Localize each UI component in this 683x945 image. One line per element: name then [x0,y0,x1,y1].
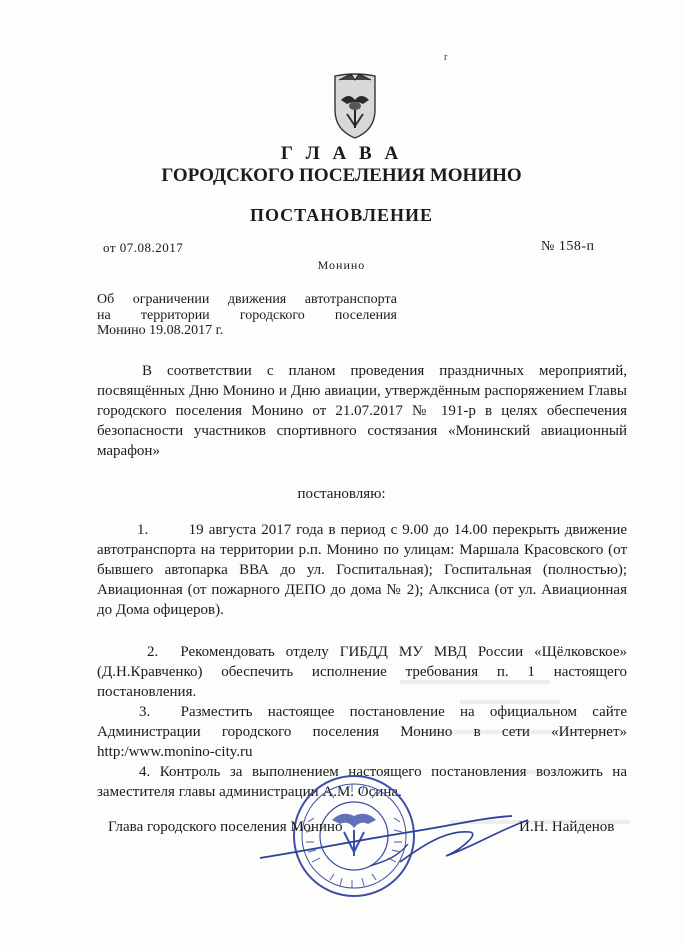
point-3: 3. Разместить настоящее постановление на официальном сайте Администрации городского поселения Монино в сети «Интернет» http:/www.monino-city.ru [97,704,627,760]
coat-of-arms-icon [327,70,383,140]
document-place: Монино [317,258,366,272]
handwritten-signature [250,800,550,880]
document-type: ПОСТАНОВЛЕНИЕ [249,205,434,225]
corner-mark: r [444,52,448,63]
subject-line-1: Об ограничении движения автотранспорта [97,292,397,307]
point-2: 2. Рекомендовать отделу ГИБДД МУ МВД России «Щёлковское» (Д.Н.Кравченко) обеспечить исполнение требования п. 1 настоящего постановления. [97,644,627,700]
subject-line-3: Монино 19.08.2017 г. [97,323,224,338]
point-4: 4. Контроль за выполнением настоящего постановления возложить на заместителя главы администрации А.М. Осина. [97,764,627,800]
subject-line-2: на территории городского поселения [97,307,397,323]
decree-word: постановляю: [297,486,386,502]
signature-title: Глава городского поселения Монино [108,819,343,835]
title-line-1: Г Л А В А [280,143,403,164]
preamble-paragraph: В соответствии с планом проведения праздничных мероприятий, посвящённых Дню Монино и Дню авиации, утверждённым распоряжением Главы городского поселения Монино от 21.07.2017 № 191-р в целях обеспечения безопасности участников спортивного состязания «Монинский авиационный марафон» [97,363,627,459]
title-line-2: ГОРОДСКОГО ПОСЕЛЕНИЯ МОНИНО [161,165,522,186]
point-1: 1. 19 августа 2017 года в период с 9.00 до 14.00 перекрыть движение автотранспорта на территории р.п. Монино по улицам: Маршала Красовского (от бывшего автопарка ВВА до ул. Госпитальная); Госпитальная (полностью); Авиационная (от пожарного ДЕПО до дома № 2); Алксниса (от ул. Авиационная до Дома офицеров). [97,522,627,618]
document-number: № 158-п [541,239,595,254]
signature-name: И.Н. Найденов [519,819,615,835]
subject-block [97,292,397,339]
document-date: от 07.08.2017 [103,240,184,255]
